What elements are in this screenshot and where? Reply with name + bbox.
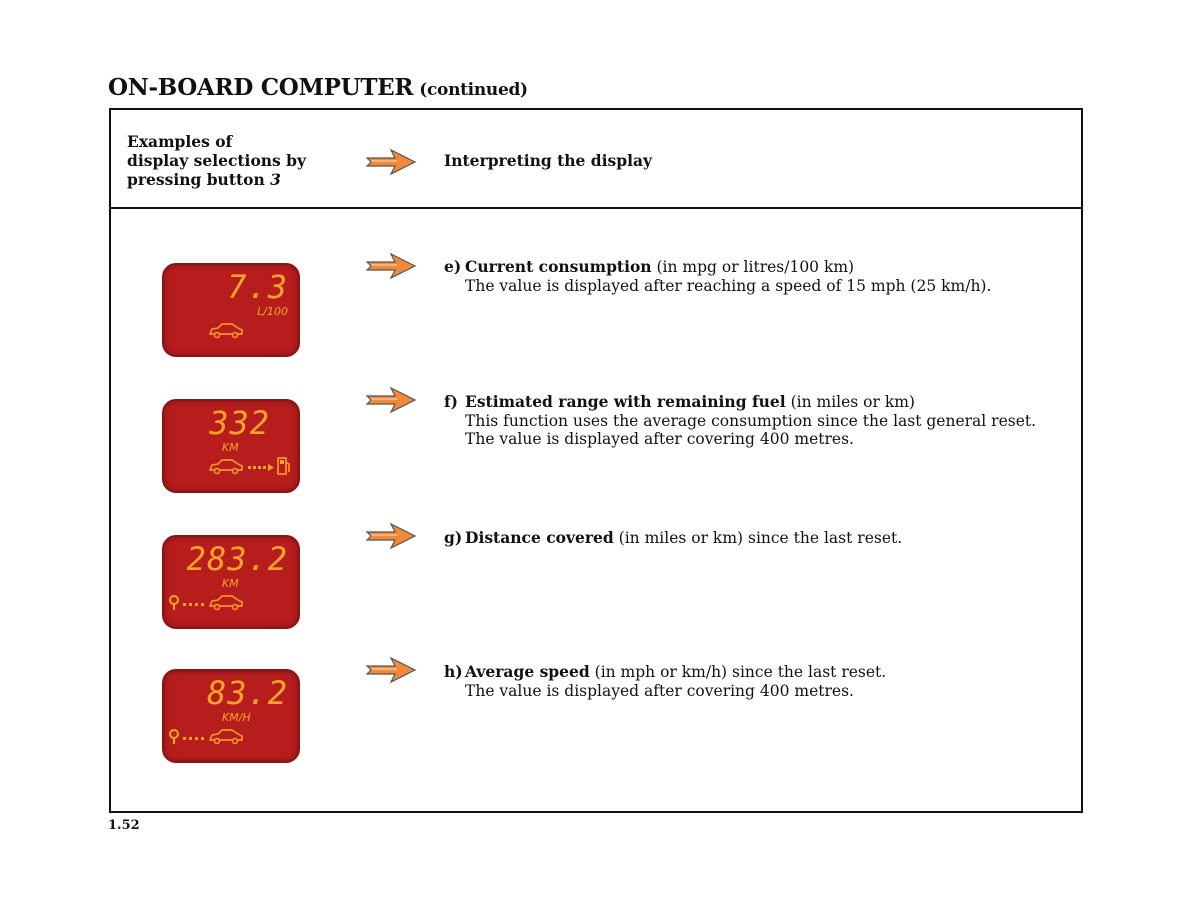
column-header-examples [127, 132, 357, 189]
item-letter: h) [444, 662, 463, 681]
page-number: 1.52 [108, 818, 140, 833]
display-value: 283.2 [186, 540, 288, 578]
row-estimated-range [444, 393, 1074, 449]
page-title [108, 74, 528, 101]
arrow-right-icon [365, 522, 417, 550]
item-description: The value is displayed after covering 400 metres. [465, 681, 854, 700]
arrow-right-icon [365, 386, 417, 414]
display-average-speed [162, 669, 300, 763]
display-current-consumption [162, 263, 300, 357]
reset-key-icon [168, 729, 182, 745]
car-icon [208, 595, 244, 611]
content-table [109, 108, 1083, 813]
title-continued: (continued) [419, 80, 528, 100]
car-icon [208, 729, 244, 745]
item-qualifier: (in mpg or litres/100 km) [656, 258, 855, 276]
car-icon [208, 323, 244, 339]
row-distance-covered [444, 529, 1074, 548]
header-line-3 [127, 170, 357, 189]
display-unit: KM [222, 577, 239, 590]
title-text: ON-BOARD COMPUTER [108, 74, 414, 101]
arrow-right-icon [365, 656, 417, 684]
button-number: 3 [270, 170, 281, 189]
item-description: The value is displayed after reaching a speed of 15 mph (25 km/h). [465, 276, 992, 295]
display-estimated-range [162, 399, 300, 493]
fuel-pump-icon [277, 456, 291, 476]
arrow-right-icon [365, 252, 417, 280]
dotted-line-icon [182, 736, 206, 742]
item-term: Estimated range with remaining fuel [465, 392, 786, 411]
reset-key-icon [168, 595, 182, 611]
item-qualifier: (in mph or km/h) since the last reset. [594, 663, 887, 681]
dotted-arrow-icon [248, 464, 274, 472]
item-description: This function uses the average consumption since the last general reset. [465, 411, 1037, 430]
item-letter: f) [444, 392, 459, 411]
display-value: 7.3 [227, 268, 288, 306]
column-header-interpreting: Interpreting the display [444, 151, 653, 170]
display-value: 83.2 [206, 674, 288, 712]
header-line-2: display selections by [127, 151, 307, 170]
item-letter: e) [444, 257, 462, 276]
row-average-speed [444, 663, 1074, 700]
item-term: Average speed [465, 662, 590, 681]
item-qualifier: (in miles or km) [790, 393, 915, 411]
header-line-3-text: pressing button [127, 170, 265, 189]
header-divider [111, 207, 1081, 209]
display-unit: KM [222, 441, 239, 454]
item-letter: g) [444, 528, 463, 547]
item-term: Distance covered [465, 528, 614, 547]
display-distance-covered [162, 535, 300, 629]
item-qualifier: (in miles or km) since the last reset. [618, 529, 903, 547]
display-unit: L/100 [257, 305, 288, 318]
dotted-line-icon [182, 602, 206, 608]
header-line-1: Examples of [127, 132, 233, 151]
display-value: 332 [209, 404, 270, 442]
arrow-right-icon [365, 148, 417, 176]
item-description: The value is displayed after covering 400 metres. [465, 430, 854, 448]
item-term: Current consumption [465, 257, 652, 276]
row-current-consumption [444, 258, 1074, 295]
car-icon [208, 459, 244, 475]
display-unit: KM/H [222, 711, 251, 724]
